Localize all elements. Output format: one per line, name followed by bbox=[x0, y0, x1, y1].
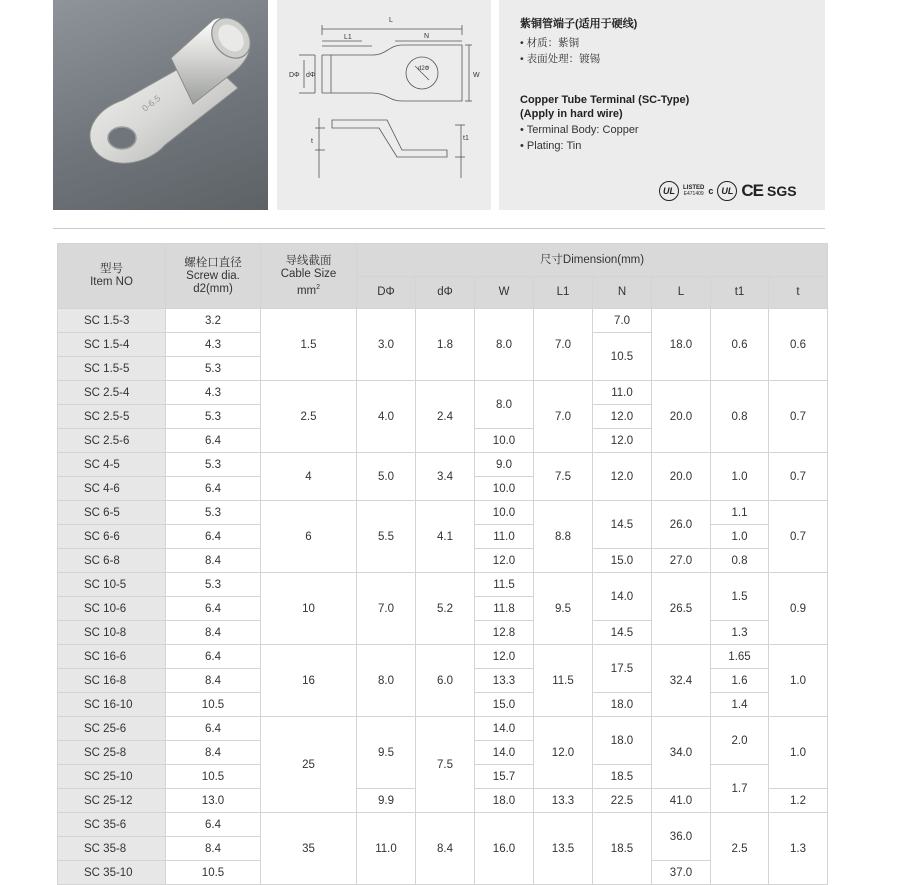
dim-L: 41.0 bbox=[652, 789, 711, 813]
screw-dia: 6.4 bbox=[166, 477, 261, 501]
screw-dia: 5.3 bbox=[166, 501, 261, 525]
copper-lug-image bbox=[53, 0, 268, 210]
screw-dia: 8.4 bbox=[166, 621, 261, 645]
dim-L: 26.0 bbox=[652, 501, 711, 549]
item-no: SC 1.5-3 bbox=[58, 309, 166, 333]
dim-N: 18.0 bbox=[593, 693, 652, 717]
dim-D: 7.0 bbox=[357, 573, 416, 645]
screw-dia: 8.4 bbox=[166, 669, 261, 693]
dim-L-label: L bbox=[389, 17, 393, 24]
header-t1: t1 bbox=[711, 277, 769, 309]
dim-d2-label: d2Φ bbox=[418, 66, 430, 72]
dim-W-label: W bbox=[473, 72, 480, 79]
screw-dia: 10.5 bbox=[166, 693, 261, 717]
screw-dia: 5.3 bbox=[166, 357, 261, 381]
terminal-body-en: • Terminal Body: Copper bbox=[520, 124, 639, 136]
dim-N: 7.0 bbox=[593, 309, 652, 333]
header-t: t bbox=[769, 277, 828, 309]
dim-W: 8.0 bbox=[475, 309, 534, 381]
screw-dia: 8.4 bbox=[166, 549, 261, 573]
dim-W: 14.0 bbox=[475, 741, 534, 765]
dim-W: 10.0 bbox=[475, 429, 534, 453]
screw-dia: 4.3 bbox=[166, 381, 261, 405]
screw-dia: 6.4 bbox=[166, 429, 261, 453]
dim-t: 1.0 bbox=[769, 645, 828, 717]
dim-W: 12.0 bbox=[475, 645, 534, 669]
dim-W: 11.8 bbox=[475, 597, 534, 621]
dim-L: 27.0 bbox=[652, 549, 711, 573]
item-no: SC 6-8 bbox=[58, 549, 166, 573]
dim-D: 11.0 bbox=[357, 813, 416, 885]
table-row bbox=[58, 573, 828, 597]
screw-dia: 5.3 bbox=[166, 453, 261, 477]
product-photo bbox=[53, 0, 268, 210]
dim-N: 14.5 bbox=[593, 501, 652, 549]
dim-L1: 13.3 bbox=[534, 789, 593, 813]
item-no: SC 25-12 bbox=[58, 789, 166, 813]
screw-dia: 5.3 bbox=[166, 405, 261, 429]
dim-L: 26.5 bbox=[652, 573, 711, 645]
item-no: SC 35-6 bbox=[58, 813, 166, 837]
dim-d: 4.1 bbox=[416, 501, 475, 573]
dim-W: 14.0 bbox=[475, 717, 534, 741]
dim-N: 14.0 bbox=[593, 573, 652, 621]
dim-D: 3.0 bbox=[357, 309, 416, 381]
material-cn: • 材质：紫铜 bbox=[520, 37, 580, 49]
dim-W: 11.0 bbox=[475, 525, 534, 549]
cul-logo: UL bbox=[717, 181, 737, 201]
dim-D: 9.9 bbox=[357, 789, 416, 813]
dim-d: 2.4 bbox=[416, 381, 475, 453]
dim-t: 0.6 bbox=[769, 309, 828, 381]
item-no: SC 2.5-5 bbox=[58, 405, 166, 429]
dim-D: 5.0 bbox=[357, 453, 416, 501]
dim-L: 34.0 bbox=[652, 717, 711, 789]
dim-N: 14.5 bbox=[593, 621, 652, 645]
dim-t-label: t bbox=[311, 138, 313, 145]
product-title-en: Copper Tube Terminal (SC-Type) bbox=[520, 94, 690, 106]
ul-listed-mark: LISTED E471409 bbox=[683, 185, 705, 197]
screw-dia: 6.4 bbox=[166, 597, 261, 621]
dim-t: 0.7 bbox=[769, 501, 828, 573]
surface-cn: • 表面处理：镀锡 bbox=[520, 53, 601, 65]
dim-t: 0.7 bbox=[769, 453, 828, 501]
item-no: SC 2.5-4 bbox=[58, 381, 166, 405]
dim-L1: 7.5 bbox=[534, 453, 593, 501]
header-W: W bbox=[475, 277, 534, 309]
dim-W: 15.0 bbox=[475, 693, 534, 717]
dim-L1: 7.0 bbox=[534, 381, 593, 453]
dim-W: 10.0 bbox=[475, 501, 534, 525]
item-no: SC 1.5-4 bbox=[58, 333, 166, 357]
dim-N-label: N bbox=[424, 33, 430, 40]
dim-W: 12.8 bbox=[475, 621, 534, 645]
item-no: SC 16-10 bbox=[58, 693, 166, 717]
header-screw-dia: 螺栓口直径 Screw dia. d2(mm) bbox=[166, 244, 261, 309]
dim-N: 12.0 bbox=[593, 453, 652, 501]
cable-size: 2.5 bbox=[261, 381, 357, 453]
cable-size: 4 bbox=[261, 453, 357, 501]
screw-dia: 8.4 bbox=[166, 837, 261, 861]
cable-size: 6 bbox=[261, 501, 357, 573]
product-title-cn: 紫铜管端子(适用于硬线) bbox=[520, 18, 638, 30]
screw-dia: 13.0 bbox=[166, 789, 261, 813]
dim-N: 12.0 bbox=[593, 429, 652, 453]
table-row bbox=[58, 381, 828, 405]
dim-d: 6.0 bbox=[416, 645, 475, 717]
cable-size: 25 bbox=[261, 717, 357, 813]
screw-dia: 6.4 bbox=[166, 717, 261, 741]
dim-W: 18.0 bbox=[475, 789, 534, 813]
dim-W: 11.5 bbox=[475, 573, 534, 597]
dim-D: 8.0 bbox=[357, 645, 416, 717]
dim-t1: 1.3 bbox=[711, 621, 769, 645]
item-no: SC 25-10 bbox=[58, 765, 166, 789]
cable-size: 16 bbox=[261, 645, 357, 717]
dim-d: 5.2 bbox=[416, 573, 475, 645]
screw-dia: 4.3 bbox=[166, 333, 261, 357]
item-no: SC 25-6 bbox=[58, 717, 166, 741]
dim-L1: 9.5 bbox=[534, 573, 593, 645]
dim-W: 8.0 bbox=[475, 381, 534, 429]
table-row bbox=[58, 717, 828, 741]
item-no: SC 4-6 bbox=[58, 477, 166, 501]
cable-size: 35 bbox=[261, 813, 357, 885]
dim-t1: 1.1 bbox=[711, 501, 769, 525]
sgs-logo: SGS bbox=[766, 183, 797, 199]
dim-d-label: dΦ bbox=[306, 72, 316, 79]
table-row bbox=[58, 813, 828, 837]
dim-N: 10.5 bbox=[593, 333, 652, 381]
dim-L: 36.0 bbox=[652, 813, 711, 861]
dim-t1: 1.5 bbox=[711, 573, 769, 621]
dim-L1: 8.8 bbox=[534, 501, 593, 573]
screw-dia: 8.4 bbox=[166, 741, 261, 765]
item-no: SC 16-8 bbox=[58, 669, 166, 693]
dim-L: 20.0 bbox=[652, 381, 711, 453]
screw-dia: 6.4 bbox=[166, 525, 261, 549]
dim-D-label: DΦ bbox=[289, 72, 300, 79]
table-row bbox=[58, 453, 828, 477]
dim-L: 32.4 bbox=[652, 645, 711, 717]
dim-W: 9.0 bbox=[475, 453, 534, 477]
dim-D: 9.5 bbox=[357, 717, 416, 789]
dim-t: 1.3 bbox=[769, 813, 828, 885]
dim-L: 20.0 bbox=[652, 453, 711, 501]
screw-dia: 6.4 bbox=[166, 813, 261, 837]
item-no: SC 1.5-5 bbox=[58, 357, 166, 381]
lug-stamp: 0-6.5 bbox=[140, 93, 163, 114]
product-subtitle-en: (Apply in hard wire) bbox=[520, 108, 623, 120]
dim-W: 16.0 bbox=[475, 813, 534, 885]
dimension-table bbox=[57, 243, 828, 885]
dim-d: 3.4 bbox=[416, 453, 475, 501]
dim-t1: 1.6 bbox=[711, 669, 769, 693]
item-no: SC 6-6 bbox=[58, 525, 166, 549]
dim-d: 7.5 bbox=[416, 717, 475, 813]
table-row bbox=[58, 309, 828, 333]
header-N: N bbox=[593, 277, 652, 309]
dim-N: 18.0 bbox=[593, 717, 652, 765]
dim-t1: 0.8 bbox=[711, 549, 769, 573]
dim-L: 37.0 bbox=[652, 861, 711, 885]
dim-t: 0.9 bbox=[769, 573, 828, 645]
dim-N: 17.5 bbox=[593, 645, 652, 693]
screw-dia: 10.5 bbox=[166, 861, 261, 885]
dim-t1: 0.8 bbox=[711, 381, 769, 453]
dim-D: 4.0 bbox=[357, 381, 416, 453]
section-divider bbox=[53, 228, 825, 229]
certification-logos bbox=[659, 178, 797, 204]
item-no: SC 2.5-6 bbox=[58, 429, 166, 453]
cable-size: 10 bbox=[261, 573, 357, 645]
dim-L1: 13.5 bbox=[534, 813, 593, 885]
header-L: L bbox=[652, 277, 711, 309]
dim-D: 5.5 bbox=[357, 501, 416, 573]
screw-dia: 3.2 bbox=[166, 309, 261, 333]
screw-dia: 10.5 bbox=[166, 765, 261, 789]
dim-N: 18.5 bbox=[593, 813, 652, 885]
screw-dia: 5.3 bbox=[166, 573, 261, 597]
dim-t1: 2.0 bbox=[711, 717, 769, 765]
ul-logo: UL bbox=[659, 181, 679, 201]
dim-t1: 0.6 bbox=[711, 309, 769, 381]
item-no: SC 10-5 bbox=[58, 573, 166, 597]
item-no: SC 6-5 bbox=[58, 501, 166, 525]
header-D: DΦ bbox=[357, 277, 416, 309]
dim-t1: 1.7 bbox=[711, 765, 769, 813]
product-spec-panel bbox=[499, 0, 825, 210]
dim-W: 13.3 bbox=[475, 669, 534, 693]
dim-t1: 1.0 bbox=[711, 453, 769, 501]
table-row bbox=[58, 501, 828, 525]
dim-W: 10.0 bbox=[475, 477, 534, 501]
dim-t: 1.0 bbox=[769, 717, 828, 789]
dim-L: 18.0 bbox=[652, 309, 711, 381]
item-no: SC 4-5 bbox=[58, 453, 166, 477]
dim-t1: 1.4 bbox=[711, 693, 769, 717]
dim-t: 1.2 bbox=[769, 789, 828, 813]
header-cable-size: 导线截面 Cable Size $mm^2$ bbox=[261, 244, 357, 309]
dim-N: 11.0 bbox=[593, 381, 652, 405]
item-no: SC 10-6 bbox=[58, 597, 166, 621]
item-no: SC 10-8 bbox=[58, 621, 166, 645]
screw-dia: 6.4 bbox=[166, 645, 261, 669]
item-no: SC 35-8 bbox=[58, 837, 166, 861]
dim-L1: 12.0 bbox=[534, 717, 593, 789]
dim-t: 0.7 bbox=[769, 381, 828, 453]
dim-L1: 7.0 bbox=[534, 309, 593, 381]
ce-logo: CE bbox=[741, 181, 763, 200]
technical-drawing bbox=[277, 0, 491, 210]
dim-N: 15.0 bbox=[593, 549, 652, 573]
header-L1: L1 bbox=[534, 277, 593, 309]
dim-L1: 11.5 bbox=[534, 645, 593, 717]
header-item-no: 型号 Item NO bbox=[58, 244, 166, 309]
header-dimension: 尺寸Dimension(mm) bbox=[357, 244, 828, 277]
header-d: dΦ bbox=[416, 277, 475, 309]
table-row bbox=[58, 645, 828, 669]
dim-L1-label: L1 bbox=[344, 34, 352, 41]
dim-N: 22.5 bbox=[593, 789, 652, 813]
item-no: SC 35-10 bbox=[58, 861, 166, 885]
dim-N: 12.0 bbox=[593, 405, 652, 429]
dim-N: 18.5 bbox=[593, 765, 652, 789]
item-no: SC 16-6 bbox=[58, 645, 166, 669]
plating-en: • Plating: Tin bbox=[520, 140, 582, 152]
dim-W: 12.0 bbox=[475, 549, 534, 573]
cable-size: 1.5 bbox=[261, 309, 357, 381]
dim-d: 8.4 bbox=[416, 813, 475, 885]
dim-W: 15.7 bbox=[475, 765, 534, 789]
dim-d: 1.8 bbox=[416, 309, 475, 381]
item-no: SC 25-8 bbox=[58, 741, 166, 765]
dim-t1: 1.65 bbox=[711, 645, 769, 669]
cul-c-mark: c bbox=[708, 186, 714, 196]
dim-t1-label: t1 bbox=[463, 135, 469, 142]
dim-t1: 2.5 bbox=[711, 813, 769, 885]
dim-t1: 1.0 bbox=[711, 525, 769, 549]
